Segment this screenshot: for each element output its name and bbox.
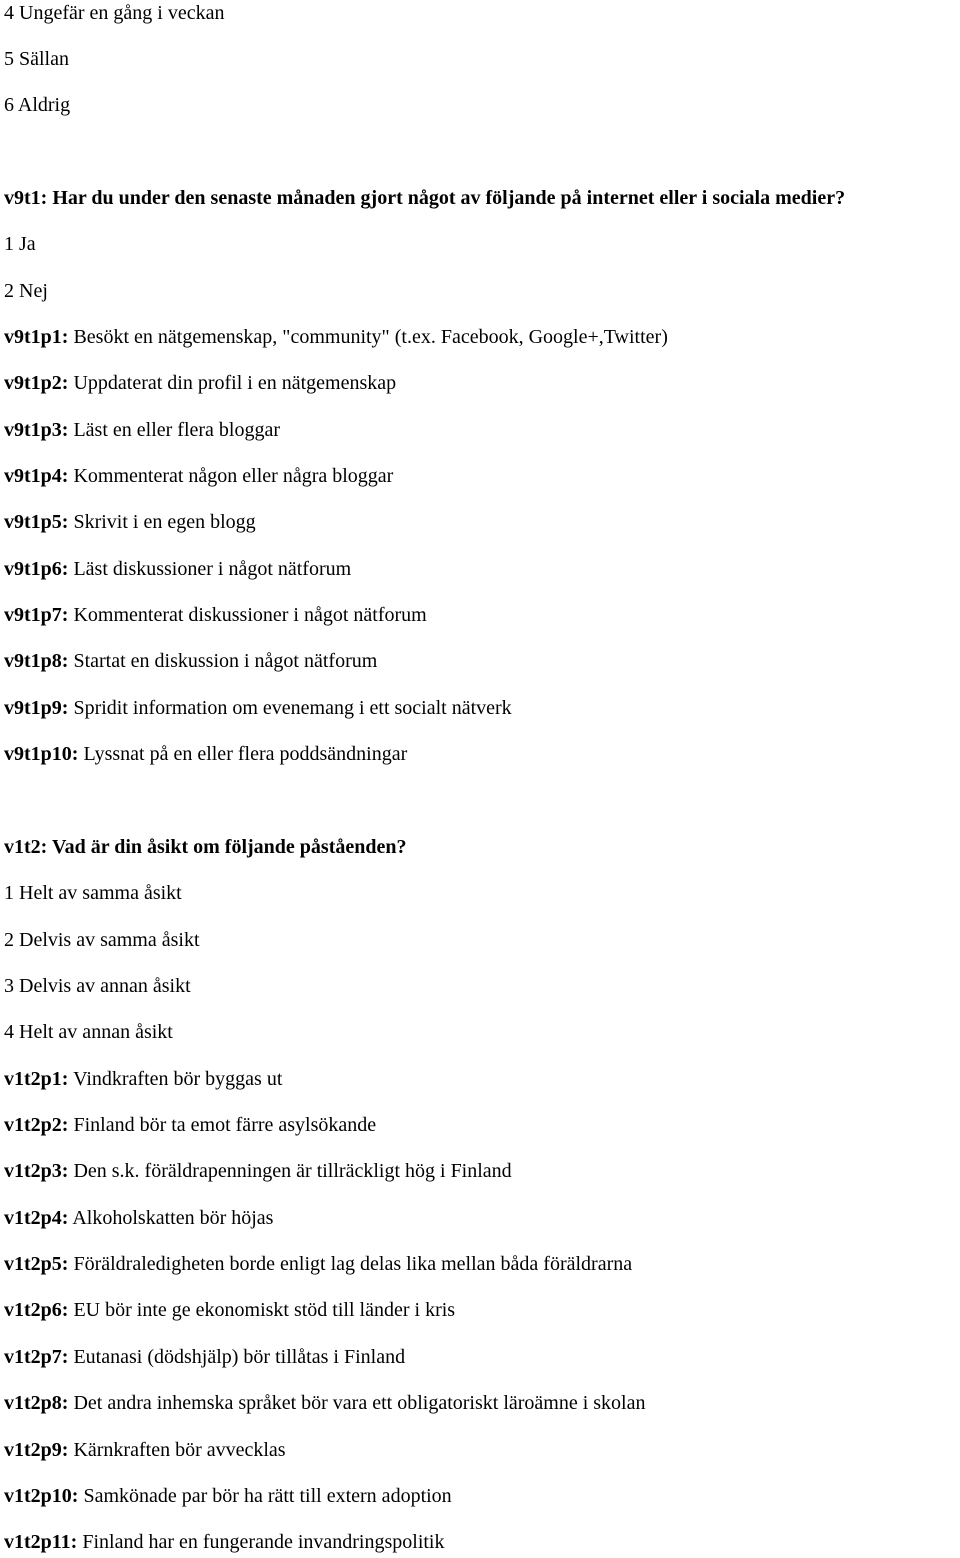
answer-option: 5 Sällan: [4, 48, 69, 70]
item-text: Alkoholskatten bör höjas: [72, 1207, 274, 1229]
item-code: v1t2p4:: [4, 1207, 69, 1229]
item-text: Besökt en nätgemenskap, "community" (t.ex. Facebook, Google+,Twitter): [73, 326, 668, 348]
item-code: v9t1p3:: [4, 419, 69, 441]
item-text: Kärnkraften bör avvecklas: [73, 1439, 286, 1461]
question-code: v9t1:: [4, 187, 48, 209]
answer-option: 1 Ja: [4, 233, 36, 255]
item-code: v1t2p9:: [4, 1439, 69, 1461]
survey-item: [4, 556, 351, 582]
item-code: v1t2p2:: [4, 1114, 69, 1136]
survey-item: [4, 370, 396, 396]
survey-item: [4, 1390, 646, 1416]
item-text: Finland bör ta emot färre asylsökande: [73, 1114, 377, 1136]
item-text: Finland har en fungerande invandringspolitik: [82, 1531, 445, 1553]
survey-item: [4, 602, 427, 628]
item-text: Läst en eller flera bloggar: [73, 419, 281, 441]
item-code: v1t2p10:: [4, 1485, 79, 1507]
survey-item: [4, 648, 377, 674]
item-text: EU bör inte ge ekonomiskt stöd till länder i kris: [73, 1299, 456, 1321]
answer-option: 1 Helt av samma åsikt: [4, 882, 182, 904]
survey-item: [4, 1066, 282, 1092]
item-text: Det andra inhemska språket bör vara ett obligatoriskt läroämne i skolan: [73, 1392, 646, 1414]
item-code: v1t2p11:: [4, 1531, 78, 1553]
item-code: v1t2p7:: [4, 1346, 69, 1368]
answer-option: 6 Aldrig: [4, 94, 71, 116]
survey-item: [4, 1297, 455, 1323]
item-code: v9t1p7:: [4, 604, 69, 626]
item-code: v9t1p10:: [4, 743, 79, 765]
item-text: Uppdaterat din profil i en nätgemenskap: [73, 372, 397, 394]
survey-item: [4, 741, 407, 767]
question-heading: [4, 185, 845, 211]
item-text: Eutanasi (dödshjälp) bör tillåtas i Finland: [73, 1346, 406, 1368]
item-text: Vindkraften bör byggas ut: [73, 1068, 283, 1090]
question-text: Har du under den senaste månaden gjort något av följande på internet eller i sociala medier?: [52, 187, 846, 209]
item-text: Lyssnat på en eller flera poddsändningar: [83, 743, 408, 765]
answer-option: 2 Nej: [4, 280, 48, 302]
item-text: Den s.k. föräldrapenningen är tillräckligt hög i Finland: [73, 1160, 512, 1182]
survey-item: [4, 1251, 632, 1277]
item-text: Skrivit i en egen blogg: [73, 511, 256, 533]
item-code: v9t1p8:: [4, 650, 69, 672]
survey-item: [4, 1344, 405, 1370]
survey-item: [4, 1112, 376, 1138]
item-code: v9t1p4:: [4, 465, 69, 487]
item-code: v9t1p6:: [4, 558, 69, 580]
item-code: v9t1p5:: [4, 511, 69, 533]
survey-item: [4, 509, 256, 535]
answer-option: 4 Ungefär en gång i veckan: [4, 2, 225, 24]
question-code: v1t2:: [4, 836, 48, 858]
survey-item: [4, 1529, 444, 1555]
survey-item: [4, 1158, 512, 1184]
item-text: Föräldraledigheten borde enligt lag delas lika mellan båda föräldrarna: [73, 1253, 633, 1275]
answer-option: 3 Delvis av annan åsikt: [4, 975, 191, 997]
answer-option: 4 Helt av annan åsikt: [4, 1021, 173, 1043]
item-code: v1t2p1:: [4, 1068, 69, 1090]
question-text: Vad är din åsikt om följande påståenden?: [51, 836, 407, 858]
answer-option: 2 Delvis av samma åsikt: [4, 929, 200, 951]
survey-item: [4, 324, 668, 350]
survey-item: [4, 1483, 452, 1509]
survey-item: [4, 695, 512, 721]
item-code: v9t1p2:: [4, 372, 69, 394]
item-code: v1t2p3:: [4, 1160, 69, 1182]
item-code: v1t2p5:: [4, 1253, 69, 1275]
item-code: v1t2p6:: [4, 1299, 69, 1321]
item-text: Läst diskussioner i något nätforum: [73, 558, 352, 580]
survey-item: [4, 1437, 286, 1463]
item-text: Kommenterat diskussioner i något nätforum: [73, 604, 427, 626]
survey-item: [4, 417, 280, 443]
item-code: v9t1p1:: [4, 326, 69, 348]
item-text: Startat en diskussion i något nätforum: [73, 650, 378, 672]
item-text: Kommenterat någon eller några bloggar: [73, 465, 394, 487]
item-text: Spridit information om evenemang i ett socialt nätverk: [73, 697, 512, 719]
item-text: Samkönade par bör ha rätt till extern adoption: [83, 1485, 452, 1507]
survey-item: [4, 463, 393, 489]
item-code: v1t2p8:: [4, 1392, 69, 1414]
survey-item: [4, 1205, 273, 1231]
item-code: v9t1p9:: [4, 697, 69, 719]
question-heading: [4, 834, 407, 860]
